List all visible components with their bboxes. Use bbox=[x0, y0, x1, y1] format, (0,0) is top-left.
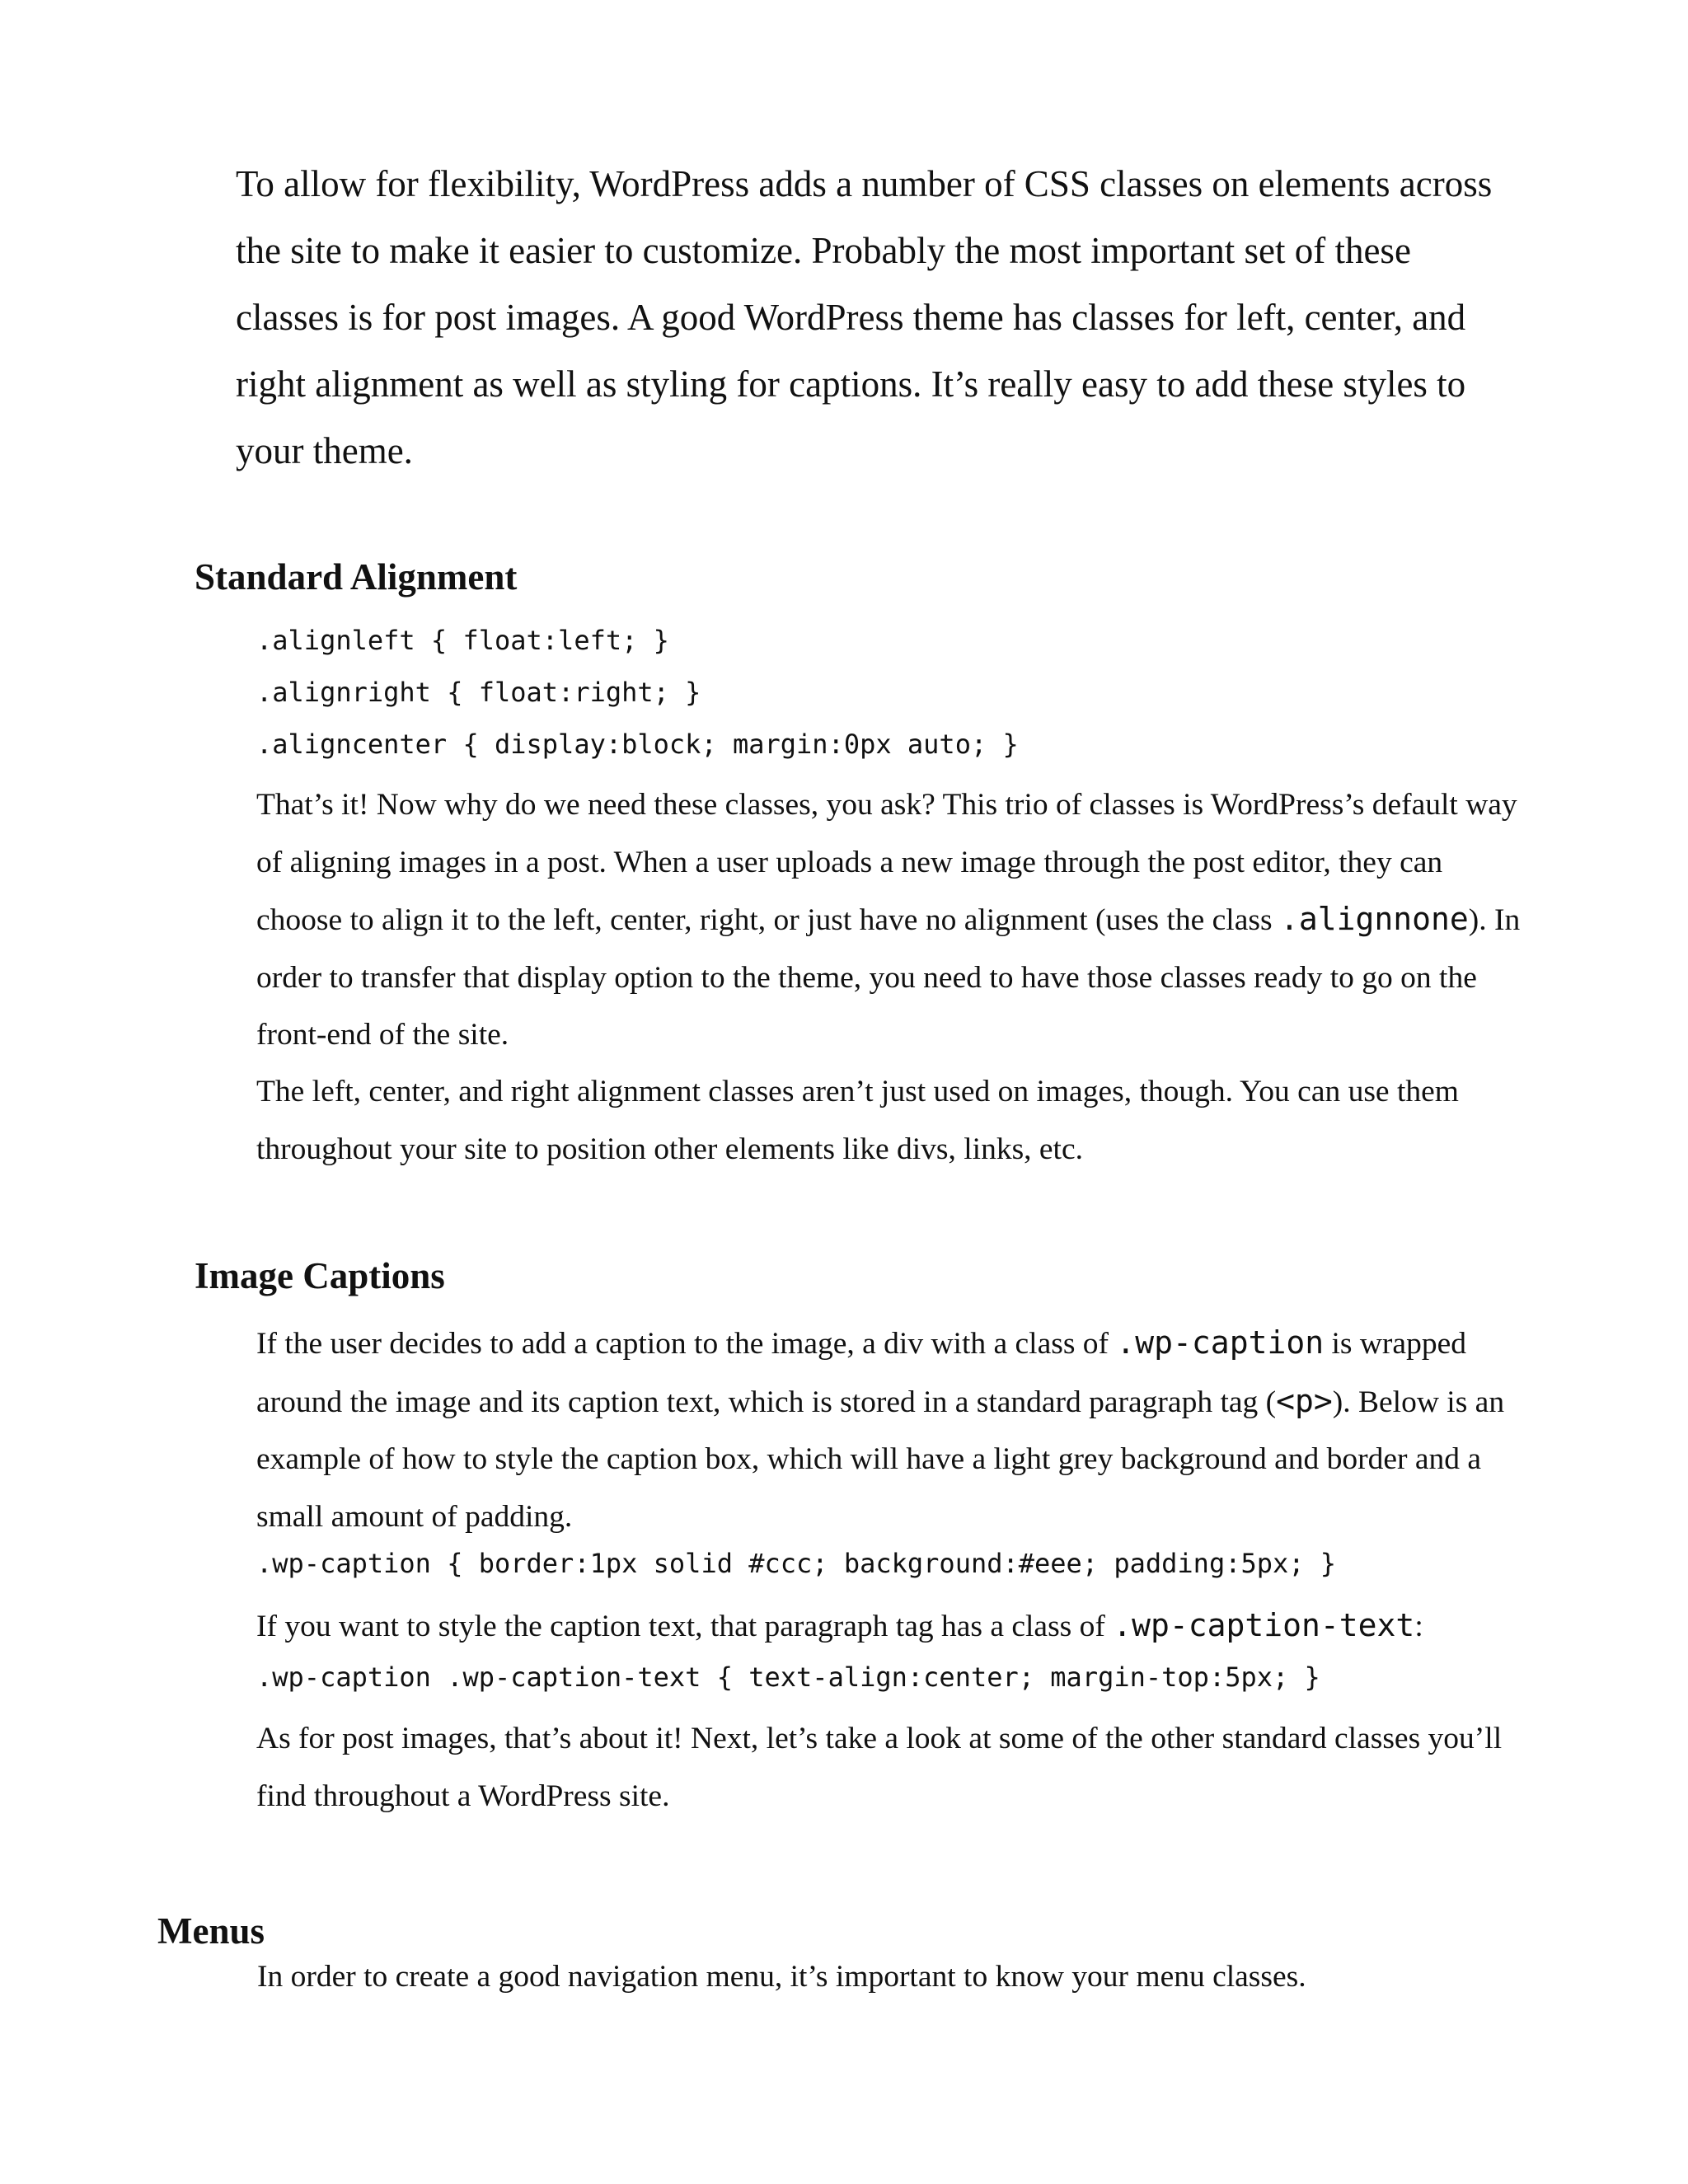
caption-explanation-text-a: If the user decides to add a caption to the image, a div with a class of bbox=[256, 1327, 1117, 1361]
code-line-aligncenter: .aligncenter { display:block; margin:0px auto; } bbox=[256, 729, 1019, 760]
caption-explanation-text-b: is wrapped around the image and its caption text, which is stored in a standard paragraph tag ( bbox=[256, 1327, 1466, 1419]
alignment-explanation-text-b: ). In order to transfer that display option to the theme, you need to have those classes ready to go on the front-end of the site. bbox=[256, 903, 1521, 1052]
alignment-usage-paragraph: The left, center, and right alignment classes aren’t just used on images, though. You can use them throughout your site to position other elements like divs, links, etc. bbox=[256, 1075, 1459, 1166]
code-line-alignright: .alignright { float:right; } bbox=[256, 677, 701, 708]
menus-intro-paragraph: In order to create a good navigation menu, it’s important to know your menu classes. bbox=[257, 1960, 1306, 1994]
intro-paragraph: To allow for flexibility, WordPress adds a number of CSS classes on elements across the site to make it easier to customize. Probably the most important set of these classes is for post images. A good WordPress theme has classes for left, center, and right alignment as well as styling for captions. It’s really easy to add these styles to your theme. bbox=[236, 163, 1493, 471]
alignment-explanation-paragraph bbox=[256, 776, 1526, 1064]
caption-explanation-text-c: ). Below is an example of how to style the caption box, which will have a light grey background and border and a small amount of padding. bbox=[256, 1385, 1505, 1534]
caption-text-paragraph bbox=[256, 1597, 1526, 1656]
caption-closing-paragraph: As for post images, that’s about it! Next, let’s take a look at some of the other standard classes you’ll find throughout a WordPress site. bbox=[256, 1722, 1503, 1813]
code-line-alignleft: .alignleft { float:left; } bbox=[256, 625, 669, 656]
code-line-wp-caption-text: .wp-caption .wp-caption-text { text-align:center; margin-top:5px; } bbox=[256, 1661, 1320, 1693]
caption-explanation-paragraph bbox=[256, 1315, 1526, 1545]
inline-code-wp-caption-text: .wp-caption-text bbox=[1113, 1607, 1415, 1643]
code-line-wp-caption: .wp-caption { border:1px solid #ccc; background:#eee; padding:5px; } bbox=[256, 1548, 1337, 1579]
inline-code-wp-caption: .wp-caption bbox=[1116, 1324, 1325, 1361]
caption-text-text-b: : bbox=[1414, 1610, 1423, 1643]
menus-heading: Menus bbox=[157, 1910, 265, 1952]
inline-code-p-tag: <p> bbox=[1276, 1382, 1333, 1419]
standard-alignment-heading: Standard Alignment bbox=[195, 556, 518, 598]
image-captions-heading: Image Captions bbox=[195, 1255, 445, 1296]
inline-code-alignnone: .alignnone bbox=[1279, 901, 1469, 937]
caption-text-text-a: If you want to style the caption text, that paragraph tag has a class of bbox=[256, 1610, 1114, 1643]
alignment-explanation-text-a: That’s it! Now why do we need these classes, you ask? This trio of classes is WordPress’s default way of aligning images in a post. When a user uploads a new image through the post editor, they can choose to align it to the left, center, right, or just have no alignment (uses the class bbox=[256, 788, 1517, 937]
